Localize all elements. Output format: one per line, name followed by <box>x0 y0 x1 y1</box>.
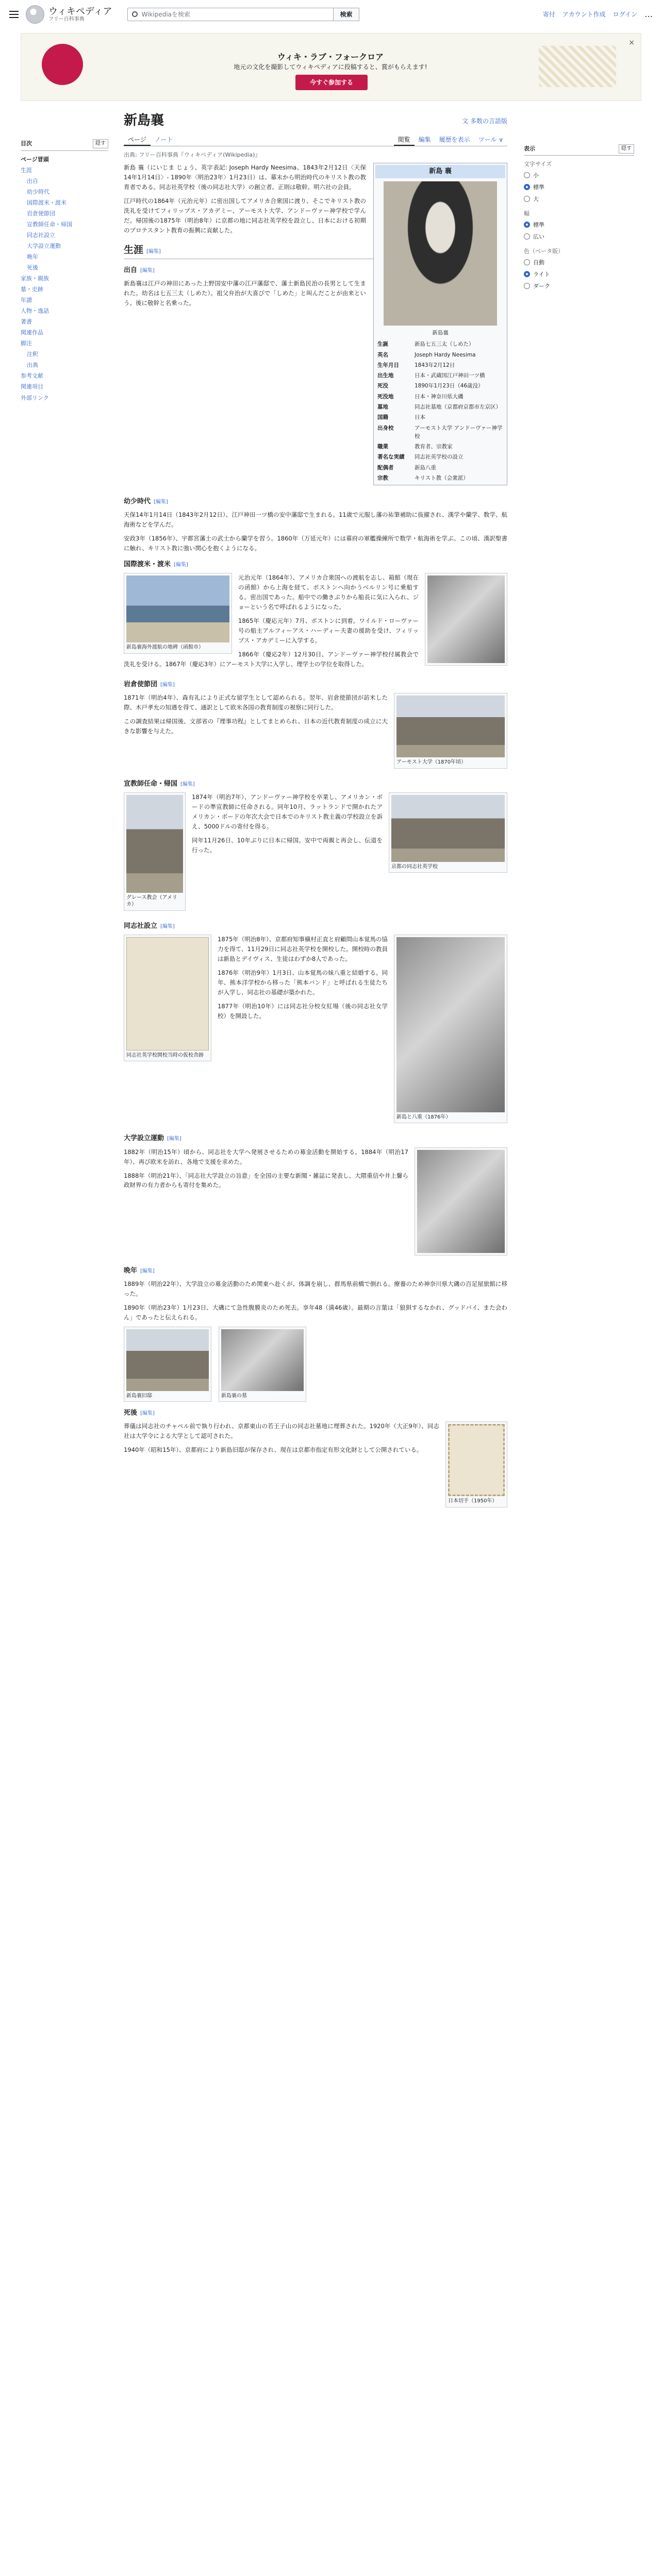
figure-couple <box>394 935 507 1124</box>
heading-text: 同志社設立 <box>124 922 158 930</box>
text-size-label: 文字サイズ <box>524 160 552 167</box>
infobox-row <box>375 350 505 360</box>
figure-caption: 京都の同志社英学校 <box>391 863 438 870</box>
infobox-table <box>375 339 505 483</box>
subsection-iwakura <box>124 680 507 690</box>
paragraph: 1875年（明治8年）、京都府知事槇村正直と府顧問山本覚馬の協力を得て、11月29日に同志社英学校を開校した。開校時の教員は新島とデイヴィス、生徒はわずか8人であった。 <box>218 935 388 962</box>
figure-caption: 日本切手（1950年） <box>448 1498 498 1504</box>
toc-header <box>21 139 108 151</box>
banner-close-icon[interactable]: × <box>628 39 635 47</box>
paragraph: この調査結果は帰国後、文部省の『理事功程』としてまとめられ、日本の近代教育制度の成立に大きな影響を与えた。 <box>124 718 388 735</box>
appearance-panel <box>524 139 634 292</box>
toc-item[interactable]: 晩年 <box>27 253 38 260</box>
banner-decoration <box>539 46 616 87</box>
infobox-value: Joseph Hardy Neesima <box>415 351 476 358</box>
toc-item[interactable]: 関連項目 <box>21 383 43 391</box>
color-label: 色（ベータ版） <box>524 247 564 255</box>
appearance-header <box>524 144 634 156</box>
color-light[interactable] <box>524 268 634 280</box>
create-account-link[interactable]: アカウント作成 <box>562 10 606 18</box>
toc-item[interactable]: 岩倉使節団 <box>27 210 55 217</box>
search-button[interactable]: 検索 <box>334 8 359 21</box>
login-link[interactable]: ログイン <box>613 10 637 18</box>
infobox-key: 宗教 <box>377 474 388 481</box>
option-label: 標準 <box>533 221 544 228</box>
more-options-icon[interactable]: … <box>644 9 653 19</box>
paragraph: 1866年（慶応2年）12月30日、アンドーヴァー神学校付属教会で洗礼を受ける。1867年（慶応3年）にアーモスト大学に入学し、理学士の学位を取得した。 <box>124 651 419 668</box>
infobox-key: 死没 <box>377 383 388 389</box>
infobox-value: 新島八重 <box>415 464 436 471</box>
subsection-to-america <box>124 560 507 570</box>
infobox-value: アーモスト大学 アンドーヴァー神学校 <box>415 425 503 439</box>
gallery <box>124 1327 507 1402</box>
infobox-value: 1843年2月12日 <box>415 362 455 368</box>
toc-title: 目次 <box>21 140 32 147</box>
campaign-logo <box>42 44 83 85</box>
toc-item[interactable]: 参考文献 <box>21 372 43 380</box>
paragraph: 1871年（明治4年）、森有礼により正式な留学生として認められる。翌年、岩倉使節団が訪米した際、木戸孝允の知遇を得て、通訳として欧米各国の教育制度の視察に同行した。 <box>124 694 388 711</box>
toc-list <box>21 154 108 403</box>
infobox-row <box>375 370 505 381</box>
edit-link[interactable]: [編集] <box>160 682 175 688</box>
infobox-value: 日本 <box>415 414 425 421</box>
figure-caption: 新島と八重（1876年） <box>396 1114 451 1120</box>
toc-item[interactable]: 人物・逸話 <box>21 308 49 315</box>
option-label: ライト <box>533 270 550 278</box>
infobox <box>373 163 507 485</box>
infobox-value: 日本・神奈川県大磯 <box>415 393 464 400</box>
tab-talk[interactable]: ノート <box>154 136 173 143</box>
subsection-childhood <box>124 497 507 507</box>
edit-link[interactable]: [編集] <box>167 1136 181 1142</box>
tab-history[interactable]: 履歴を表示 <box>439 136 470 143</box>
language-button[interactable]: 文 多数の言語版 <box>462 117 507 125</box>
infobox-row <box>375 463 505 473</box>
tab-page[interactable]: ページ <box>124 134 151 146</box>
toc-item[interactable]: 脚注 <box>21 340 32 347</box>
radio-icon <box>524 283 530 289</box>
wordmark-title: ウィキペディア <box>48 6 112 17</box>
toc-item[interactable]: 出典 <box>27 362 38 369</box>
radio-icon <box>524 172 530 178</box>
infobox-name: 新島 襄 <box>375 165 505 178</box>
subsection-doshisha <box>124 921 507 931</box>
width-wide[interactable] <box>524 231 634 243</box>
infobox-caption: 新島襄 <box>432 330 449 336</box>
toc-item[interactable]: 注釈 <box>27 351 38 358</box>
figure-portrait-young <box>425 573 507 666</box>
appearance-title: 表示 <box>524 145 535 152</box>
infobox-value: 1890年1月23日（46歳没） <box>415 383 484 389</box>
infobox-value: 教育者、宗教家 <box>415 444 453 450</box>
figure-caption: 新島襄の墓 <box>221 1393 247 1399</box>
infobox-row <box>375 423 505 442</box>
portrait-image[interactable] <box>384 181 497 326</box>
figure-hakodate <box>124 573 232 654</box>
toc-item[interactable]: 著書 <box>21 318 32 326</box>
subsection-mission <box>124 779 507 789</box>
infobox-value: 新島七五三太（しめた） <box>415 341 474 348</box>
edit-link[interactable]: [編集] <box>174 562 188 568</box>
toc-item[interactable]: 出自 <box>27 177 38 184</box>
figure-amherst <box>394 693 507 769</box>
paragraph: 1865年（慶応元年）7月、ボストンに到着。ワイルド・ローヴァー号の船主アルフィーアス・ハーディー夫妻の援助を受け、フィリップス・アカデミーに入学する。 <box>238 617 419 645</box>
banner-title: ウィキ・ラブ・フォークロア <box>277 52 384 62</box>
toc-item[interactable]: 大学設立運動 <box>27 242 61 249</box>
figure-caption: 新島襄旧邸 <box>126 1393 152 1399</box>
figure-caption: 同志社英学校開校当時の仮校舎跡 <box>126 1052 204 1058</box>
infobox-key: 生誕 <box>377 341 388 348</box>
heading-text: 宣教師任命・帰国 <box>124 779 178 788</box>
text-size-small[interactable] <box>524 170 634 181</box>
search-placeholder: Wikipediaを検索 <box>141 10 191 18</box>
photo-stamp[interactable] <box>448 1424 505 1496</box>
text-size-large[interactable] <box>524 193 634 205</box>
radio-icon <box>524 233 530 240</box>
radio-selected-icon <box>524 222 530 228</box>
heading-text: 出自 <box>124 266 138 275</box>
paragraph: 1888年（明治21年）、「同志社大学設立の旨意」を全国の主要な新聞・雑誌に発表し、大隈重信や井上馨ら政財界の有力者からも寄付を集めた。 <box>124 1172 408 1189</box>
toc-item[interactable]: ページ冒頭 <box>21 156 49 163</box>
infobox-value: 日本・武蔵国江戸神田一ツ橋 <box>415 372 485 379</box>
photo-grace-church[interactable] <box>126 795 183 893</box>
figure-caption: グレース教会（アメリカ） <box>126 894 177 908</box>
banner-join-button[interactable]: 今すぐ参加する <box>295 75 368 90</box>
width-standard[interactable] <box>524 219 634 231</box>
campaign-banner <box>21 33 641 101</box>
edit-link[interactable]: [編集] <box>180 781 195 787</box>
tab-tools[interactable]: ツール ∨ <box>478 136 503 143</box>
infobox-key: 生年月日 <box>377 362 399 368</box>
figure-grave <box>219 1327 306 1402</box>
toc-item[interactable]: 生涯 <box>21 166 32 174</box>
table-of-contents <box>21 139 108 403</box>
infobox-row <box>375 392 505 402</box>
toc-item[interactable]: 宣教師任命・帰国 <box>27 221 72 228</box>
tab-edit[interactable]: 編集 <box>418 136 431 143</box>
edit-link[interactable]: [編集] <box>140 1268 155 1274</box>
paragraph: 1890年（明治23年）1月23日、大磯にて急性腹膜炎のため死去。享年48（満46歳）。最期の言葉は「狼狽するなかれ、グッドバイ、また会わん」であったと伝えられる。 <box>124 1303 507 1321</box>
figure-caption: アーモスト大学（1870年頃） <box>396 759 467 766</box>
figure-old-house <box>124 1327 211 1402</box>
infobox-value: 同志社墓地（京都府京都市左京区） <box>415 404 501 410</box>
infobox-row <box>375 412 505 422</box>
option-label: 大 <box>533 195 539 202</box>
paragraph: 元治元年（1864年）、アメリカ合衆国への渡航を志し、箱館（現在の函館）から上海を経て、ボストンへ向かうベルリン号に乗船する。密出国であった。船中での働きぶりから船長に気に入られ、ジョーという名で呼ばれるようになった。 <box>238 574 419 611</box>
edit-link[interactable]: [編集] <box>140 1411 155 1417</box>
toc-item[interactable]: 墓・史跡 <box>21 286 43 293</box>
infobox-key: 死没地 <box>377 393 394 400</box>
heading-text: 生涯 <box>124 244 144 256</box>
heading-text: 晩年 <box>124 1266 138 1275</box>
paragraph: 1876年（明治9年）1月3日、山本覚馬の妹八重と結婚する。同年、熊本洋学校から移った「熊本バンド」と呼ばれる生徒たちが入学し、同志社の基礎が築かれた。 <box>218 969 388 996</box>
edit-link[interactable]: [編集] <box>154 499 168 505</box>
edit-link[interactable]: [編集] <box>140 268 155 274</box>
source-note: 出典: フリー百科事典『ウィキペディア(Wikipedia)』 <box>124 151 261 158</box>
site-header <box>0 0 662 29</box>
infobox-key: 英名 <box>377 351 388 358</box>
main-menu-icon[interactable] <box>9 11 19 18</box>
wordmark-subtitle: フリー百科事典 <box>48 16 85 23</box>
heading-text: 国際渡米・渡米 <box>124 561 171 569</box>
toc-item[interactable]: 家族・親族 <box>21 275 49 282</box>
paragraph: 1940年（昭和15年）、京都府により新島旧邸が保存され、現在は京都市指定有形文化財として公開されている。 <box>124 1446 423 1454</box>
infobox-row <box>375 360 505 370</box>
figure-portrait-later <box>415 1147 507 1256</box>
infobox-row <box>375 473 505 483</box>
option-label: 小 <box>533 172 539 179</box>
infobox-key: 国籍 <box>377 414 388 421</box>
photo-amherst-college[interactable] <box>396 696 505 757</box>
donate-link[interactable]: 寄付 <box>542 10 555 18</box>
color-auto[interactable] <box>524 257 634 268</box>
paragraph: 1889年（明治22年）、大学設立の募金活動のため関東へ赴くが、体調を崩し、群馬県前橋で倒れる。療養のため神奈川県大磯の百足屋旅館に移った。 <box>124 1280 507 1297</box>
search-form <box>127 8 359 21</box>
paragraph: 1882年（明治15年）頃から、同志社を大学へ発展させるための募金活動を開始する。1884年（明治17年）、再び欧米を訪れ、各地で支援を求めた。 <box>124 1148 408 1165</box>
paragraph: 天保14年1月14日（1843年2月12日）、江戸神田一ツ橋の安中藩邸で生まれる。11歳で元服し藩の祐筆補助に抜擢され、漢学や蘭学、数学、航海術などを学んだ。 <box>124 511 507 529</box>
toc-item[interactable]: 国際渡米・渡米 <box>27 199 67 206</box>
toc-item[interactable]: 死後 <box>27 264 38 271</box>
photo-hakodate-monument[interactable] <box>126 575 229 642</box>
paragraph: 1877年（明治10年）には同志社分校女紅場（後の同志社女学校）を開設した。 <box>218 1002 388 1020</box>
photo-neesima-and-yae[interactable] <box>396 937 505 1112</box>
toc-item[interactable]: 関連作品 <box>21 329 43 336</box>
option-label: 広い <box>533 233 544 240</box>
toc-item[interactable]: 年譜 <box>21 297 32 304</box>
heading-text: 岩倉使節団 <box>124 681 158 688</box>
infobox-key: 著名な実績 <box>377 454 405 461</box>
wordmark[interactable] <box>48 7 112 23</box>
subsection-late-years <box>124 1266 507 1276</box>
photo-school-site[interactable] <box>126 937 209 1050</box>
photo-neesima-later[interactable] <box>417 1150 505 1253</box>
search-icon <box>132 11 138 17</box>
radio-icon <box>524 196 530 202</box>
infobox-row <box>375 381 505 391</box>
text-size-standard[interactable] <box>524 181 634 193</box>
photo-grave[interactable] <box>221 1329 304 1391</box>
heading-text: 大学設立運動 <box>124 1134 164 1143</box>
user-links <box>543 8 653 21</box>
toc-item[interactable]: 同志社設立 <box>27 231 55 239</box>
infobox-row <box>375 339 505 349</box>
infobox-row <box>375 442 505 452</box>
color-dark[interactable] <box>524 280 634 292</box>
paragraph: 1874年（明治7年）、アンドーヴァー神学校を卒業し、アメリカン・ボードの準宣教師に任命される。同年10月、ラットランドで開かれたアメリカン・ボードの年次大会で日本でのキリスト教主義の学校設立を訴え、5000ドルの寄付を得る。 <box>192 793 383 830</box>
photo-young-neesima[interactable] <box>427 575 505 663</box>
infobox-row <box>375 452 505 462</box>
radio-selected-icon <box>524 184 530 190</box>
subsection-university <box>124 1133 507 1144</box>
infobox-key: 配偶者 <box>377 464 394 471</box>
infobox-key: 墓地 <box>377 404 388 410</box>
option-label: ダーク <box>533 282 550 290</box>
infobox-value: キリスト教（会衆派） <box>415 474 469 481</box>
figure-school-site <box>124 935 211 1062</box>
subsection-after-death <box>124 1408 507 1418</box>
infobox-key: 職業 <box>377 444 388 450</box>
paragraph: 同年11月26日、10年ぶりに日本に帰国。安中で両親と再会し、伝道を行った。 <box>192 836 383 854</box>
figure-caption: 新島襄海外渡航の地碑（函館市） <box>126 645 204 651</box>
page-title: 新島襄 <box>124 113 164 128</box>
edit-link[interactable]: [編集] <box>160 923 175 929</box>
option-label: 自動 <box>533 259 544 266</box>
option-label: 標準 <box>533 183 544 191</box>
page-actions <box>394 134 507 146</box>
appearance-hide-button[interactable]: 隠す <box>619 144 634 154</box>
paragraph: 新島襄は江戸の神田にあった上野国安中藩の江戸藩邸で、藩士新島民治の長男として生まれた。幼名は七五三太（しめた）。祖父弁治が大喜びで「しめた」と叫んだことが由来という。後に敬幹と名乗った。 <box>124 280 366 307</box>
heading-text: 幼少時代 <box>124 498 151 506</box>
infobox-row <box>375 402 505 412</box>
toc-item[interactable]: 外部リンク <box>21 394 49 401</box>
banner-description: 地元の文化を撮影してウィキペディアに投稿すると、賞がもらえます! <box>234 63 427 71</box>
width-label: 幅 <box>524 210 529 217</box>
edit-link[interactable]: [編集] <box>146 248 161 255</box>
toc-hide-button[interactable]: 隠す <box>93 139 108 148</box>
toc-item[interactable]: 幼少時代 <box>27 188 49 195</box>
figure-church <box>124 792 186 911</box>
lead-paragraph-2: 江戸時代の1864年（元治元年）に密出国してアメリカ合衆国に渡り、そこでキリスト教の洗礼を受けてフィリップス・アカデミー、アーモスト大学、アンドーヴァー神学校で学んだ。帰国後の1875年（明治8年）に京都の地に同志社英学校を設立し、日本における初期のプロテスタント教育の振興に貢献した。 <box>124 197 366 234</box>
infobox-value: 同志社英学校の設立 <box>415 454 464 461</box>
radio-icon <box>524 259 530 265</box>
infobox-key: 出身校 <box>377 425 394 431</box>
figure-doshisha-building <box>389 792 507 873</box>
heading-text: 死後 <box>124 1409 138 1417</box>
photo-old-house[interactable] <box>126 1329 209 1391</box>
radio-selected-icon <box>524 271 530 277</box>
search-input[interactable] <box>127 8 334 21</box>
wikipedia-logo[interactable] <box>26 5 44 24</box>
figure-stamp <box>445 1421 507 1507</box>
paragraph: 安政3年（1856年）、宇都宮藩士の武士から蘭学を習う。1860年（万延元年）には幕府の軍艦操練所で数学・航海術を学ぶ。この頃、漢訳聖書に触れ、キリスト教に強い関心を抱くようになる。 <box>124 535 507 552</box>
lead-paragraph: 新島 襄（にいじま じょう、英字表記: Joseph Hardy Neesima、1843年2月12日〈天保14年1月14日〉- 1890年〈明治23年〉1月23日）は、幕末から明治時代のキリスト教の教育者である。同志社英学校（後の同志社大学）の創立者。正則は敬幹。明六社の会員。 <box>124 164 366 191</box>
infobox-key: 出生地 <box>377 372 394 379</box>
article-body <box>124 163 507 1512</box>
tab-read[interactable]: 閲覧 <box>394 134 415 146</box>
photo-doshisha-school[interactable] <box>391 795 505 862</box>
paragraph: 葬儀は同志社のチャペル前で執り行われ、京都東山の若王子山の同志社墓地に埋葬された。1920年（大正9年）、同志社は大学令による大学として認可された。 <box>124 1422 439 1440</box>
page-tabs <box>124 134 507 146</box>
